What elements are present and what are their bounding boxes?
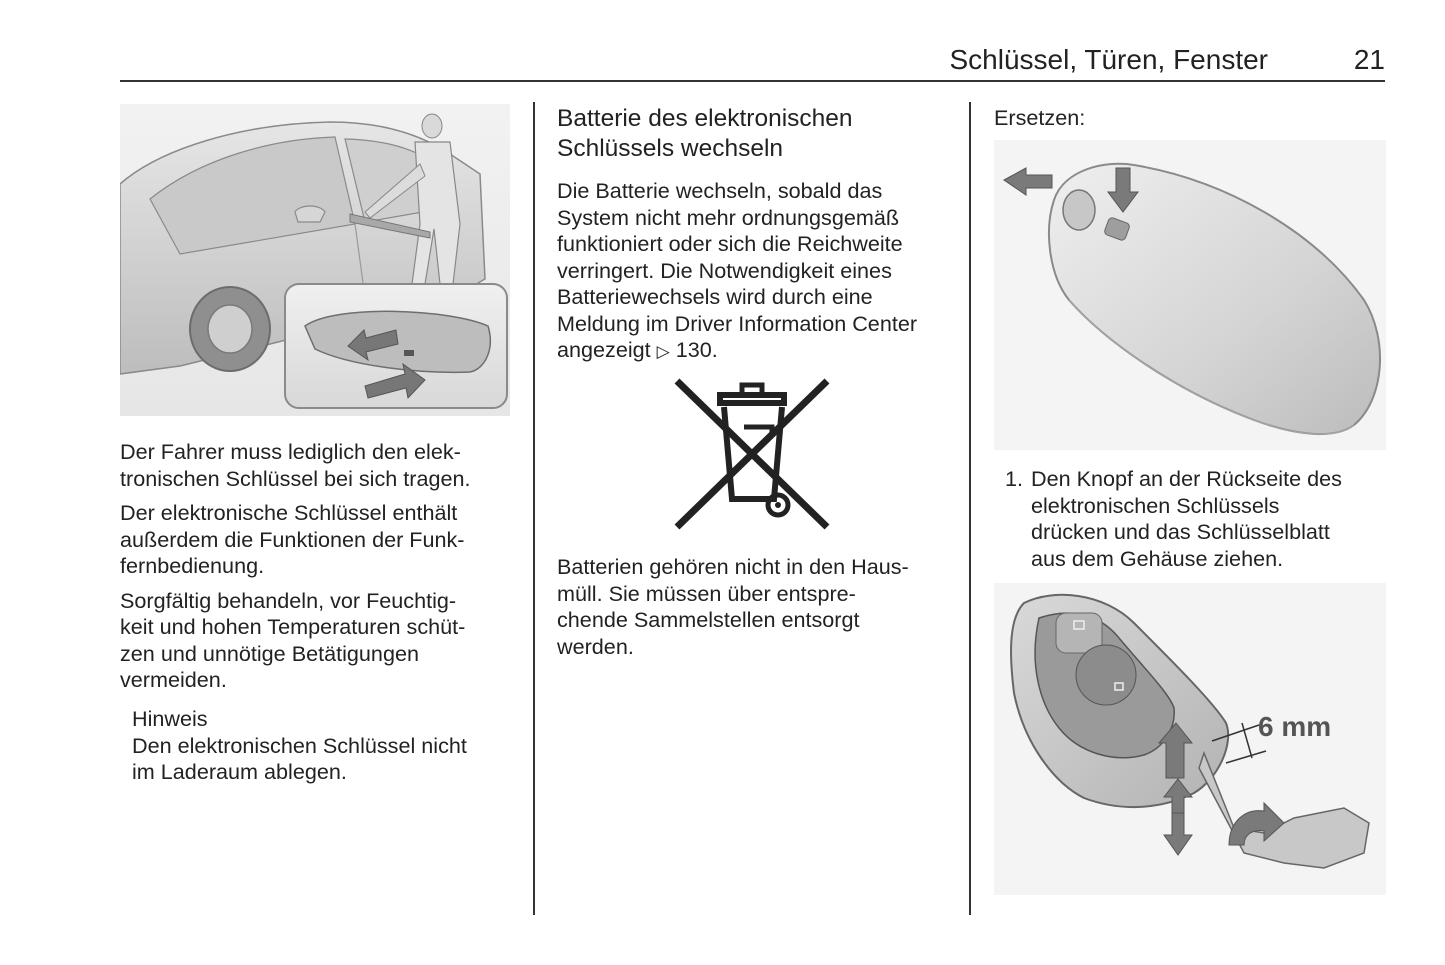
page-reference-link[interactable]: 130.	[675, 337, 718, 362]
section-heading-line: Schlüssels wechseln	[557, 134, 784, 162]
paragraph-line: tronischen Schlüssel bei sich tragen.	[120, 465, 471, 491]
body-line: Batteriewechsels wird durch eine	[557, 284, 873, 309]
step-line: elektronischen Schlüssels	[1031, 492, 1280, 518]
note-box	[132, 706, 522, 786]
header-rule	[120, 80, 1385, 82]
disposal-line: müll. Sie müssen über entspre-	[557, 580, 856, 606]
body-line: System nicht mehr ordnungsgemäß	[557, 204, 900, 230]
replace-intro: Ersetzen:	[994, 105, 1086, 130]
column-divider-2	[969, 102, 971, 915]
section-heading	[557, 104, 957, 163]
note-line: Den elektronischen Schlüssel nicht	[132, 732, 467, 758]
note-line: im Laderaum ablegen.	[132, 759, 347, 784]
step-number: 1.	[1005, 466, 1024, 491]
crossed-bin-disposal-icon	[672, 377, 832, 532]
paragraph-line: außerdem die Funktionen der Funk-	[120, 526, 465, 552]
dimension-label: 6 mm	[1258, 711, 1332, 742]
disposal-text	[557, 554, 957, 660]
paragraph-line: fernbedienung.	[120, 553, 265, 578]
reference-arrow-icon[interactable]: ▷	[656, 342, 670, 361]
body-line: Die Batterie wechseln, sobald das	[557, 178, 883, 203]
paragraph-line: zen und unnötige Betätigungen	[120, 640, 419, 666]
paragraph-line: Der elektronische Schlüssel enthält	[120, 500, 458, 525]
step-line: drücken und das Schlüsselblatt	[1031, 519, 1330, 544]
car-door-handle-illustration	[120, 104, 510, 416]
battery-text	[557, 178, 957, 366]
key-blade-removal-illustration	[994, 583, 1386, 895]
body-line: angezeigt	[557, 337, 651, 362]
step-item	[1005, 466, 1395, 493]
body-line: verringert. Die Notwendigkeit eines	[557, 257, 892, 283]
reference-line	[557, 337, 957, 366]
key-fob-release-illustration	[994, 140, 1386, 450]
note-heading: Hinweis	[132, 706, 208, 731]
disposal-line: werden.	[557, 633, 634, 659]
page-number: 21	[1353, 44, 1385, 75]
disposal-line: Batterien gehören nicht in den Haus-	[557, 554, 909, 579]
body-line: Meldung im Driver Information Center	[557, 310, 918, 336]
step-line: aus dem Gehäuse ziehen.	[1031, 545, 1284, 571]
page-header-title: Schlüssel, Türen, Fenster	[949, 44, 1268, 75]
step-list	[1005, 466, 1395, 572]
paragraph-line: keit und hohen Temperaturen schüt-	[120, 614, 466, 639]
body-line: funktioniert oder sich die Reichweite	[557, 231, 903, 256]
step-line: Den Knopf an der Rückseite des	[1031, 466, 1342, 491]
driver-key-text	[120, 439, 520, 694]
paragraph-line: Der Fahrer muss lediglich den elek-	[120, 439, 461, 464]
section-heading-line: Batterie des elektronischen	[557, 105, 853, 132]
column-divider-1	[533, 102, 535, 915]
disposal-line: chende Sammelstellen entsorgt	[557, 607, 860, 632]
paragraph-line: Sorgfältig behandeln, vor Feuchtig-	[120, 587, 457, 613]
paragraph-line: vermeiden.	[120, 667, 227, 692]
